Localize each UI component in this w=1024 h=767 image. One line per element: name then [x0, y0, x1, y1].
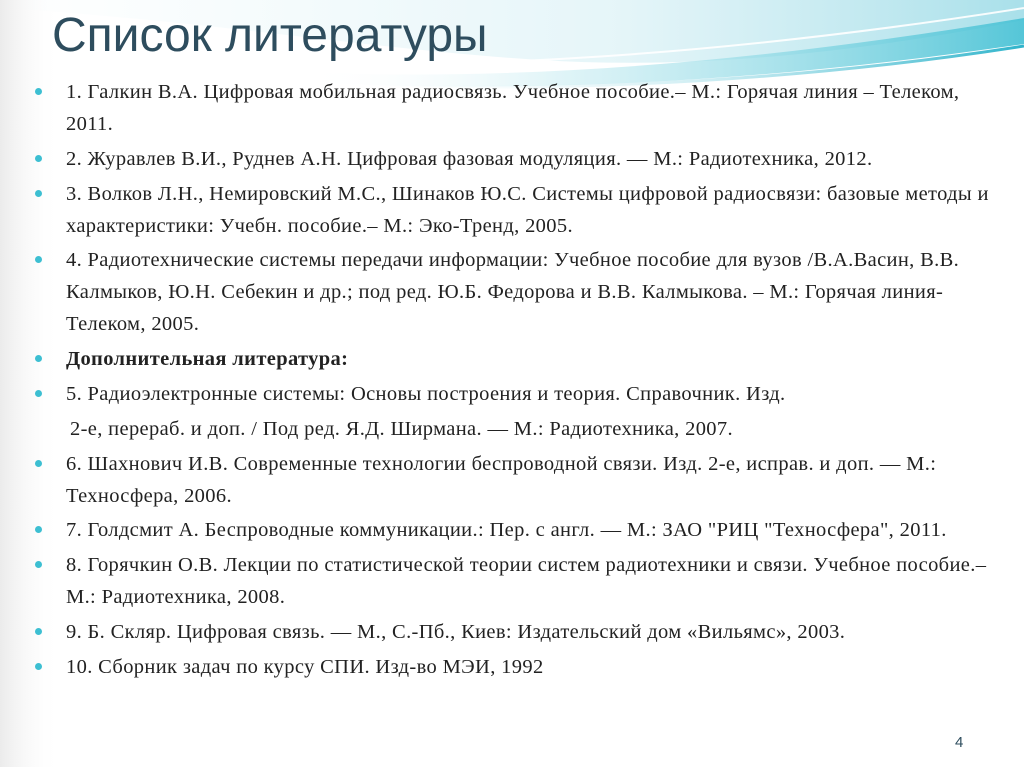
reference-item: [66, 143, 1006, 175]
reference-text: 3. Волков Л.Н., Немировский М.С., Шинаков Ю.С. Системы цифровой радиосвязи: базовые методы и характеристики: Учебн. пособие.– М.: Эко-Тренд, 2005.: [66, 182, 989, 237]
page-number: 4: [955, 734, 964, 751]
additional-literature-heading: [66, 343, 1006, 375]
reference-item: [66, 616, 1006, 648]
reference-text: 5. Радиоэлектронные системы: Основы построения и теория. Справочник. Изд.: [66, 382, 786, 405]
references-list: [66, 76, 1006, 686]
reference-text: 10. Сборник задач по курсу СПИ. Изд-во МЭИ, 1992: [66, 655, 544, 678]
slide-title: Список литературы: [52, 9, 488, 62]
bullet-icon: [35, 88, 42, 95]
reference-text: 1. Галкин В.А. Цифровая мобильная радиосвязь. Учебное пособие.– М.: Горячая линия – Телеком, 2011.: [66, 81, 960, 135]
section-heading: Дополнительная литература:: [66, 348, 349, 371]
reference-item: [66, 448, 1006, 512]
bullet-icon: [35, 663, 42, 670]
reference-text: 4. Радиотехнические системы передачи информации: Учебное пособие для вузов /В.А.Васин, В.В. Калмыков, Ю.Н. Себекин и др.; под ред. Ю.Б. Федорова и В.В. Калмыкова. – М.: Горячая линия-Телеком, 2005.: [66, 249, 960, 336]
bullet-icon: [35, 390, 42, 397]
bullet-icon: [35, 155, 42, 162]
reference-text: 2. Журавлев В.И., Руднев А.Н. Цифровая фазовая модуляция. — М.: Радиотехника, 2012.: [66, 147, 873, 170]
reference-item: [66, 244, 1006, 340]
bullet-icon: [35, 460, 42, 467]
reference-item: [66, 514, 1006, 546]
reference-item: [66, 549, 1006, 613]
bullet-icon: [35, 190, 42, 197]
reference-text: 8. Горячкин О.В. Лекции по статистической теории систем радиотехники и связи. Учебное пособие.– М.: Радиотехника, 2008.: [66, 554, 987, 609]
reference-text: 9. Б. Скляр. Цифровая связь. — М., С.-Пб., Киев: Издательский дом «Вильямс», 2003.: [66, 620, 846, 643]
reference-continuation: [66, 413, 1006, 445]
reference-item: [66, 76, 1006, 140]
reference-text: 7. Голдсмит А. Беспроводные коммуникации.: Пер. с англ. — М.: ЗАО "РИЦ "Техносфера", 2011.: [66, 519, 947, 542]
bullet-icon: [35, 628, 42, 635]
reference-text: 6. Шахнович И.В. Современные технологии беспроводной связи. Изд. 2-е, исправ. и доп. — М.: Техносфера, 2006.: [66, 452, 937, 507]
reference-item: [66, 178, 1006, 242]
reference-text: 2-е, перераб. и доп. / Под ред. Я.Д. Ширмана. — М.: Радиотехника, 2007.: [70, 417, 733, 440]
reference-item: [66, 378, 1006, 410]
reference-item: [66, 651, 1006, 683]
